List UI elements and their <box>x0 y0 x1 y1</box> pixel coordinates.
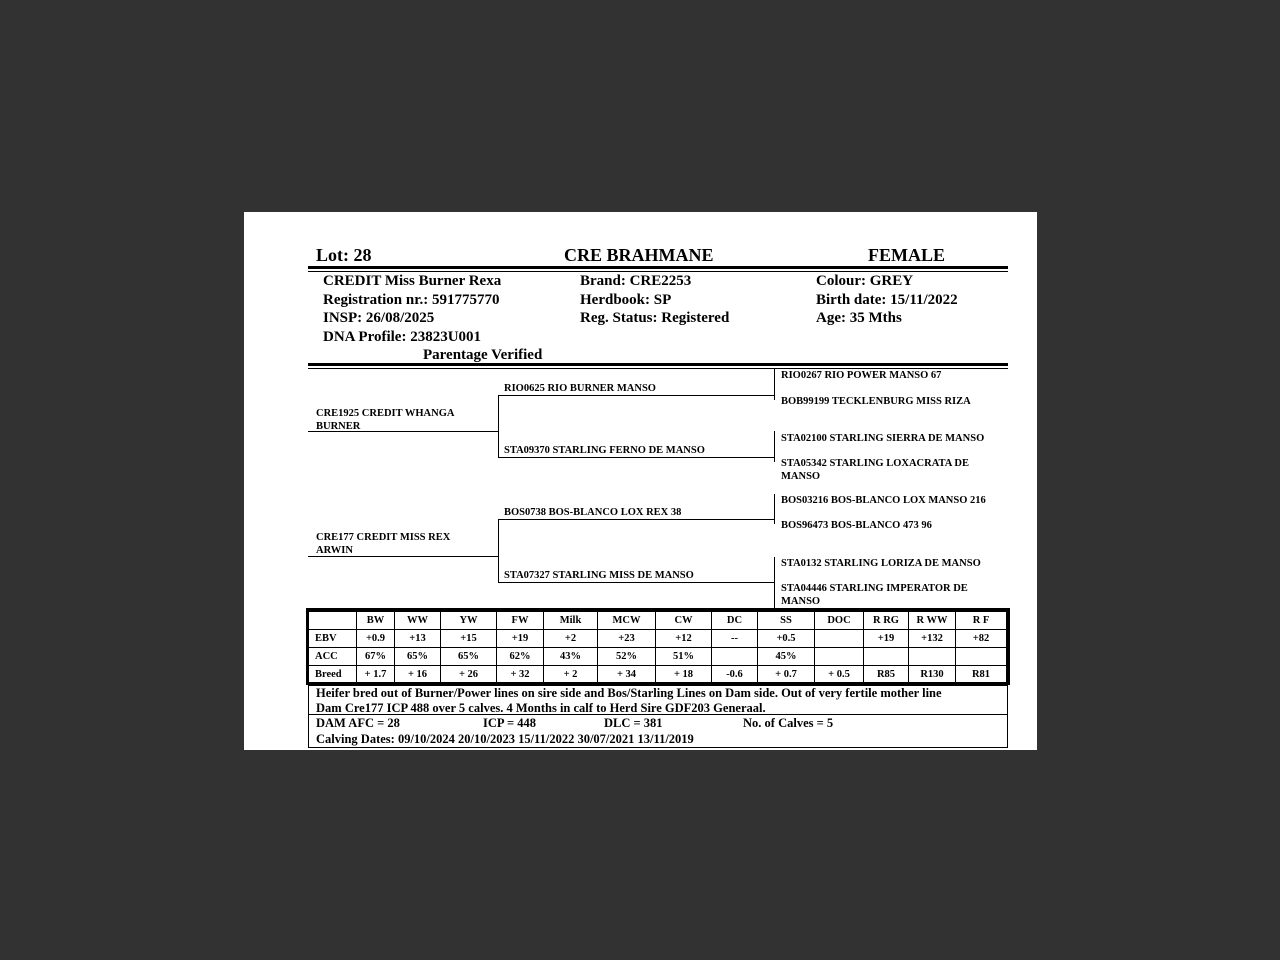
dna-profile: DNA Profile: 23823U001 <box>323 328 482 345</box>
animal-info-left <box>323 272 542 365</box>
ebv-header-cell: Milk <box>544 612 598 630</box>
acc-cell: 45% <box>758 648 815 666</box>
ebv-cell: +0.9 <box>357 630 395 648</box>
insp-date: INSP: 26/08/2025 <box>323 310 435 326</box>
ebv-cell: -- <box>712 630 758 648</box>
ebv-header-cell: MCW <box>598 612 656 630</box>
acc-cell: 52% <box>598 648 656 666</box>
dam-icp: ICP = 448 <box>483 716 536 730</box>
acc-cell: 67% <box>357 648 395 666</box>
pedigree-sds: STA02100 STARLING SIERRA DE MANSO <box>781 433 985 444</box>
dam-dlc: DLC = 381 <box>604 716 663 730</box>
brand: Brand: CRE2253 <box>580 273 692 289</box>
acc-row-label: ACC <box>309 648 357 666</box>
pedigree-bracket-ss <box>774 369 775 400</box>
ebv-row-label: EBV <box>309 630 357 648</box>
breed-cell: R130 <box>909 666 956 684</box>
acc-cell: 65% <box>395 648 441 666</box>
colour: Colour: GREY <box>816 273 914 289</box>
acc-cell: 43% <box>544 648 598 666</box>
ebv-cell: +82 <box>956 630 1007 648</box>
ebv-table-frame <box>306 608 1010 685</box>
breed-cell: + 32 <box>497 666 544 684</box>
breed-cell: + 26 <box>441 666 497 684</box>
sex-label: FEMALE <box>868 245 946 265</box>
pedigree-sire: CRE1925 CREDIT WHANGA BURNER <box>316 408 455 432</box>
pedigree-dam-dam: STA07327 STARLING MISS DE MANSO <box>504 570 694 581</box>
comments-box <box>308 685 1008 715</box>
ebv-cell: +23 <box>598 630 656 648</box>
pedigree-bracket-sd <box>774 431 775 462</box>
pedigree-sss: RIO0267 RIO POWER MANSO 67 <box>781 370 942 381</box>
breed-title: CRE BRAHMANE <box>564 245 714 265</box>
pedigree-bracket-sire <box>498 395 499 457</box>
breed-cell: R81 <box>956 666 1007 684</box>
pedigree-dds: STA0132 STARLING LORIZA DE MANSO <box>781 558 981 569</box>
ebv-cell: +132 <box>909 630 956 648</box>
age: Age: 35 Mths <box>816 310 902 326</box>
dam-calves: No. of Calves = 5 <box>743 716 834 730</box>
ebv-header-cell: R WW <box>909 612 956 630</box>
pedigree-bracket-dd <box>774 557 775 609</box>
breed-cell: + 1.7 <box>357 666 395 684</box>
pedigree-dam-sire: BOS0738 BOS-BLANCO LOX REX 38 <box>504 507 682 518</box>
breed-cell: + 2 <box>544 666 598 684</box>
pedigree-bracket-dam <box>498 519 499 582</box>
breed-cell: -0.6 <box>712 666 758 684</box>
ebv-header-cell: R F <box>956 612 1007 630</box>
pedigree-ddd: STA04446 STARLING IMPERATOR DE MANSO <box>781 583 968 607</box>
calving-dates: Calving Dates: 09/10/2024 20/10/2023 15/11/2022 30/07/2021 13/11/2019 <box>316 732 694 746</box>
pedigree-dsd: BOS96473 BOS-BLANCO 473 96 <box>781 520 932 531</box>
ebv-header-cell: SS <box>758 612 815 630</box>
animal-info-right <box>816 272 958 328</box>
ebv-cell: +15 <box>441 630 497 648</box>
ebv-header-cell: BW <box>357 612 395 630</box>
dam-afc: DAM AFC = 28 <box>316 716 400 730</box>
herdbook: Herdbook: SP <box>580 291 672 308</box>
pedigree-sdd: STA05342 STARLING LOXACRATA DE MANSO <box>781 458 969 482</box>
ebv-header-cell: DC <box>712 612 758 630</box>
ebv-header-cell: CW <box>656 612 712 630</box>
animal-info-middle <box>580 272 729 328</box>
ebv-header-cell: WW <box>395 612 441 630</box>
info-rule-thin <box>308 368 1008 369</box>
ebv-header-cell: DOC <box>815 612 864 630</box>
comments-line-1: Heifer bred out of Burner/Power lines on sire side and Bos/Starling Lines on Dam side. Out of very fertile mother line <box>316 686 942 700</box>
pedigree-dam: CRE177 CREDIT MISS REX ARWIN <box>316 532 451 556</box>
breed-cell: + 0.5 <box>815 666 864 684</box>
breed-cell: + 18 <box>656 666 712 684</box>
lot-number: Lot: 28 <box>316 245 372 265</box>
header-rule-thick <box>308 266 1008 269</box>
breed-cell: R85 <box>864 666 909 684</box>
acc-cell: 65% <box>441 648 497 666</box>
ebv-cell: +12 <box>656 630 712 648</box>
breed-cell: + 0.7 <box>758 666 815 684</box>
ebv-header-cell: R RG <box>864 612 909 630</box>
pedigree-sire-sire: RIO0625 RIO BURNER MANSO <box>504 383 656 394</box>
ebv-header-cell: FW <box>497 612 544 630</box>
breed-cell: + 16 <box>395 666 441 684</box>
acc-cell: 51% <box>656 648 712 666</box>
registration-number: Registration nr.: 591775770 <box>323 291 500 308</box>
pedigree-dss: BOS03216 BOS-BLANCO LOX MANSO 216 <box>781 495 986 506</box>
catalogue-page <box>244 212 1037 750</box>
animal-name: CREDIT Miss Burner Rexa <box>323 273 502 289</box>
pedigree-sire-dam: STA09370 STARLING FERNO DE MANSO <box>504 445 705 456</box>
pedigree-ssd: BOB99199 TECKLENBURG MISS RIZA <box>781 396 971 407</box>
comments-line-2: Dam Cre177 ICP 488 over 5 calves. 4 Months in calf to Herd Sire GDF203 Generaal. <box>316 701 766 715</box>
pedigree-bracket-ds <box>774 494 775 524</box>
ebv-cell: +19 <box>497 630 544 648</box>
ebv-cell: +0.5 <box>758 630 815 648</box>
ebv-header-cell: YW <box>441 612 497 630</box>
ebv-cell: +2 <box>544 630 598 648</box>
info-rule-thick <box>308 363 1008 366</box>
breed-cell: + 34 <box>598 666 656 684</box>
acc-cell: 62% <box>497 648 544 666</box>
ebv-cell: +13 <box>395 630 441 648</box>
breed-row-label: Breed <box>309 666 357 684</box>
parentage-status: Parentage Verified <box>423 347 543 363</box>
dam-stats-box <box>308 714 1008 748</box>
reg-status: Reg. Status: Registered <box>580 310 730 326</box>
ebv-cell: +19 <box>864 630 909 648</box>
birth-date: Birth date: 15/11/2022 <box>816 291 958 308</box>
